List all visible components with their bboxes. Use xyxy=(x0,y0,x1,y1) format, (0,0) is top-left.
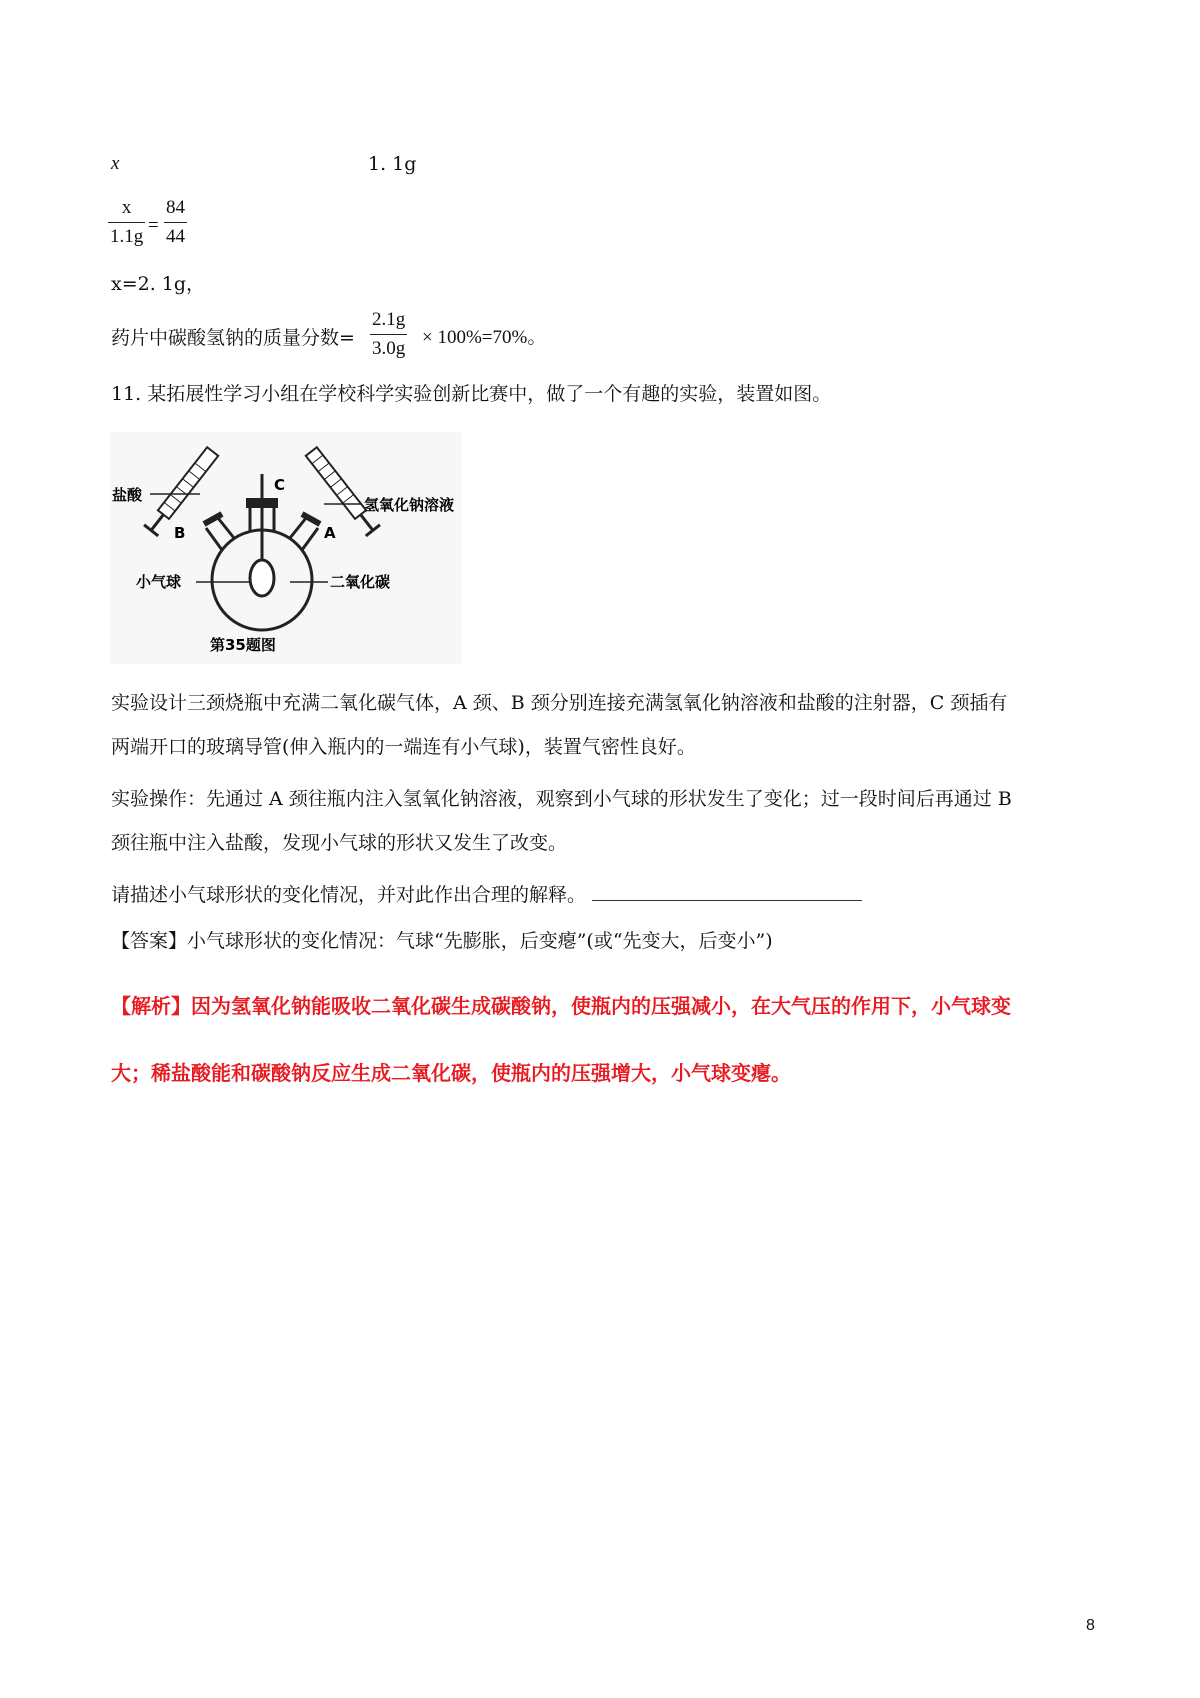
label-b: B xyxy=(174,524,186,542)
three-neck-flask-diagram xyxy=(110,432,462,664)
label-hcl: 盐酸 xyxy=(112,486,143,504)
x-result: x=2. 1g， xyxy=(111,273,206,295)
fraction-numerator: x xyxy=(121,197,132,218)
analysis-line-2: 大；稀盐酸能和碳酸钠反应生成二氧化碳，使瓶内的压强增大，小气球变瘪。 xyxy=(111,1061,791,1085)
label-balloon: 小气球 xyxy=(136,573,182,591)
fraction-denominator: 1.1g xyxy=(110,226,144,247)
answer-blank xyxy=(592,882,862,901)
page-number: 8 xyxy=(1086,1617,1095,1634)
ratio-fraction-left xyxy=(108,196,145,249)
label-a: A xyxy=(324,524,336,542)
fraction-denominator: 44 xyxy=(166,226,185,247)
operation-line-1: 实验操作：先通过 A 颈往瓶内注入氢氧化钠溶液，观察到小气球的形状发生了变化；过一段时间后再通过 B xyxy=(111,788,1012,810)
answer-line: 【答案】小气球形状的变化情况：气球“先膨胀，后变瘪”(或“先变大，后变小”) xyxy=(111,930,773,952)
apparatus-figure xyxy=(110,432,462,664)
design-line-2: 两端开口的玻璃导管(伸入瓶内的一端连有小气球)，装置气密性良好。 xyxy=(111,736,696,758)
question-11-title: 11. 某拓展性学习小组在学校科学实验创新比赛中，做了一个有趣的实验，装置如图。 xyxy=(111,383,832,405)
question-prompt-text: 请描述小气球形状的变化情况，并对此作出合理的解释。 xyxy=(111,884,587,906)
fraction-numerator: 2.1g xyxy=(372,309,406,330)
equals-sign: = xyxy=(148,215,159,236)
label-naoh: 氢氧化钠溶液 xyxy=(364,496,455,514)
variable-x: x xyxy=(111,153,120,174)
ratio-fraction-right xyxy=(164,196,187,249)
fraction-numerator: 84 xyxy=(166,197,185,218)
analysis-line-1: 【解析】因为氢氧化钠能吸收二氧化碳生成碳酸钠，使瓶内的压强减小，在大气压的作用下，小气球变 xyxy=(111,994,1011,1018)
mass-value: 1. 1g xyxy=(368,153,417,175)
question-prompt xyxy=(111,881,862,909)
figure-caption: 第35题图 xyxy=(210,636,276,654)
label-co2: 二氧化碳 xyxy=(330,573,391,591)
operation-line-2: 颈往瓶中注入盐酸，发现小气球的形状又发生了改变。 xyxy=(111,832,568,854)
design-line-1: 实验设计三颈烧瓶中充满二氧化碳气体，A 颈、B 颈分别连接充满氢氧化钠溶液和盐酸的注射器，C 颈插有 xyxy=(111,692,1008,714)
mass-fraction-label: 药片中碳酸氢钠的质量分数= xyxy=(111,327,355,349)
mass-fraction-result: × 100%=70%。 xyxy=(422,327,547,348)
mass-fraction xyxy=(370,308,407,361)
label-c: C xyxy=(274,476,286,494)
fraction-denominator: 3.0g xyxy=(372,338,406,359)
balloon xyxy=(250,560,274,596)
